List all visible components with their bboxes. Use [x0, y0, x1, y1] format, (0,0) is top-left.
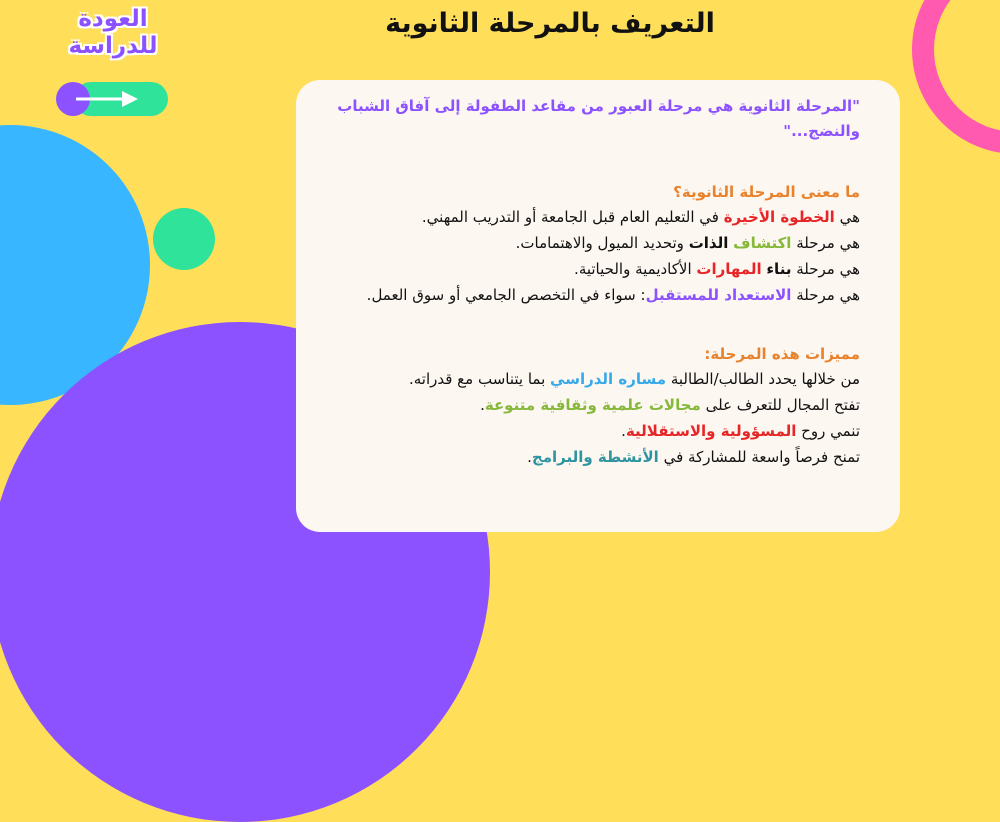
logo: [58, 6, 168, 60]
section1-line-2: هي مرحلة اكتشاف الذات وتحديد الميول والاهتمامات.: [515, 234, 860, 252]
section1-line-1: هي الخطوة الأخيرة في التعليم العام قبل الجامعة أو التدريب المهني.: [421, 208, 860, 226]
section2-line-1: من خلالها يحدد الطالب/الطالبة مساره الدراسي بما يتناسب مع قدراته.: [408, 370, 860, 388]
section1-line-4: هي مرحلة الاستعداد للمستقبل: سواء في التخصص الجامعي أو سوق العمل.: [366, 286, 860, 304]
green-dot: [153, 208, 215, 270]
pink-ring: [912, 0, 1000, 154]
arrow-toggle-icon: [56, 82, 168, 116]
intro-quote: "المرحلة الثانوية هي مرحلة العبور من مقاعد الطفولة إلى آفاق الشباب والنضج...": [337, 97, 860, 140]
logo-line-1: العودة: [78, 6, 148, 32]
logo-line-2: للدراسة: [68, 33, 158, 59]
section2-line-2: تفتح المجال للتعرف على مجالات علمية وثقافية متنوعة.: [480, 396, 860, 414]
section1-heading: ما معنى المرحلة الثانوية؟: [673, 183, 860, 201]
content-card: [296, 80, 900, 532]
section2-heading: مميزات هذه المرحلة:: [704, 345, 860, 363]
section1-line-3: هي مرحلة بناء المهارات الأكاديمية والحياتية.: [574, 260, 860, 278]
section2-line-4: تمنح فرصاً واسعة للمشاركة في الأنشطة والبرامج.: [527, 448, 860, 466]
page-title: التعريف بالمرحلة الثانوية: [385, 8, 715, 39]
section2-line-3: تنمي روح المسؤولية والاستقلالية.: [621, 422, 860, 440]
